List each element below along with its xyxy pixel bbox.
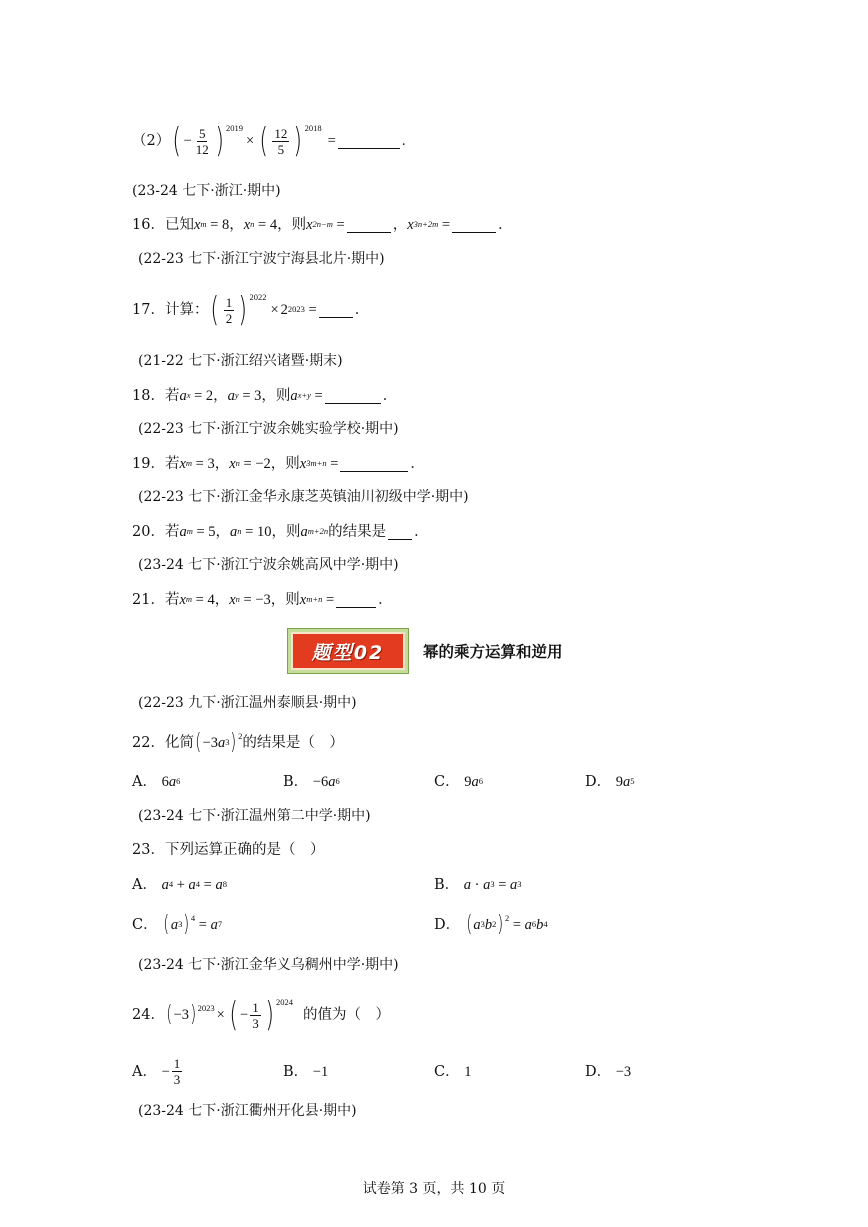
fraction: $\frac{1}{3}$	[173, 1056, 181, 1087]
source-note: (23-24 七下·浙江温州第二中学·期中)	[138, 808, 371, 824]
option-c[interactable]: C． 1	[434, 1064, 472, 1080]
answer-blank[interactable]	[340, 457, 408, 472]
source-note: (23-24 七下·浙江·期中)	[132, 183, 281, 199]
section-badge-label: 题型02	[291, 632, 405, 670]
page-footer: 试卷第 3 页，共 10 页	[362, 1181, 506, 1197]
source-note: (22-23 七下·浙江金华永康芝英镇油川初级中学·期中)	[138, 489, 469, 505]
fraction: $\frac{12}{5}$	[274, 125, 288, 157]
question-20: 20．若 a $^m$ = 5 ， a $^n$ = 10 ，则 a $^{m+2n}$ 的结果是 ．	[132, 524, 429, 540]
option-b[interactable]: B． −1	[283, 1064, 329, 1080]
answer-blank[interactable]	[347, 218, 391, 233]
option-c[interactable]: C． ( a $^3$ ) $^4$ = a $^7$	[132, 912, 223, 937]
option-a[interactable]: A． a $^4$ + a $^4$ = a $^8$	[132, 877, 227, 893]
question-23: 23．下列运算正确的是（ ）	[132, 842, 325, 858]
source-note: (21-22 七下·浙江绍兴诸暨·期末)	[138, 353, 343, 369]
option-b[interactable]: B． −6 a $^6$	[283, 774, 340, 790]
source-note: (22-23 九下·浙江温州泰顺县·期中)	[138, 695, 357, 711]
question-24: 24． ( −3 ) $^{2023}$ × ( − $\frac{1}{3}$ ) 2024 的值为（ ）	[132, 995, 390, 1035]
question-21: 21．若 x $^m$ = 4 ， x $^n$ = −3 ，则 x $^{m+n}$ = ．	[132, 592, 393, 608]
answer-blank[interactable]	[336, 593, 376, 608]
option-b[interactable]: B． a · a $^3$ = a $^3$	[434, 877, 522, 893]
section-title: 幂的乘方运算和逆用	[423, 643, 563, 661]
source-note: (23-24 七下·浙江金华义乌稠州中学·期中)	[138, 957, 399, 973]
source-note: (23-24 七下·浙江衢州开化县·期中)	[138, 1103, 357, 1119]
answer-blank[interactable]	[338, 134, 400, 149]
source-note: (22-23 七下·浙江宁波宁海县北片·期中)	[138, 251, 385, 267]
option-a[interactable]: A． 6 a $^6$	[132, 774, 181, 790]
source-note: (23-24 七下·浙江宁波余姚高风中学·期中)	[138, 557, 399, 573]
answer-blank[interactable]	[388, 525, 412, 540]
source-note: (22-23 七下·浙江宁波余姚实验学校·期中)	[138, 421, 399, 437]
option-d[interactable]: D． ( a $^3$ b $^2$ ) $^2$ = a $^6$ b $^4$	[434, 912, 548, 937]
section-badge	[287, 628, 409, 674]
option-c[interactable]: C． 9 a $^6$	[434, 774, 483, 790]
answer-blank[interactable]	[325, 389, 381, 404]
option-a[interactable]: A． − $\frac{1}{3}$	[132, 1056, 181, 1087]
answer-blank[interactable]	[319, 303, 353, 318]
question-17: 17．计算： ( $\frac{1}{2}$ ) 2022 × 2 $^{2023}$ = ．	[132, 290, 370, 330]
fraction: $\frac{5}{12}$	[195, 125, 209, 157]
fraction: $\frac{1}{3}$	[252, 999, 259, 1031]
fraction: $\frac{1}{2}$	[225, 294, 233, 326]
question-15-part-2: （2） ( − $\frac{5}{12}$ ) 2019 × ( $\frac{12}{5}$ ) 2018 = .	[132, 121, 406, 161]
option-d[interactable]: D． 9 a $^5$	[585, 774, 635, 790]
option-d[interactable]: D． −3	[585, 1064, 632, 1080]
question-18: 18．若 a $^x$ = 2 ， a $^y$ = 3 ，则 a $^{x+y}$ = ．	[132, 388, 398, 404]
question-22: 22．化简 ( −3 a $^3$ ) $^2$ 的结果是（ ）	[132, 730, 344, 755]
question-19: 19．若 x $^m$ = 3 ， x $^n$ = −2 ，则 x $^{3m+n}$ = ．	[132, 456, 425, 472]
answer-blank[interactable]	[452, 218, 496, 233]
question-16: 16．已知 x $^m$ = 8 ， x $^n$ = 4 ，则 x $^{2n-m}$ = ， x $^{3n+2m}$ = ．	[132, 217, 513, 233]
section-banner	[287, 628, 563, 674]
